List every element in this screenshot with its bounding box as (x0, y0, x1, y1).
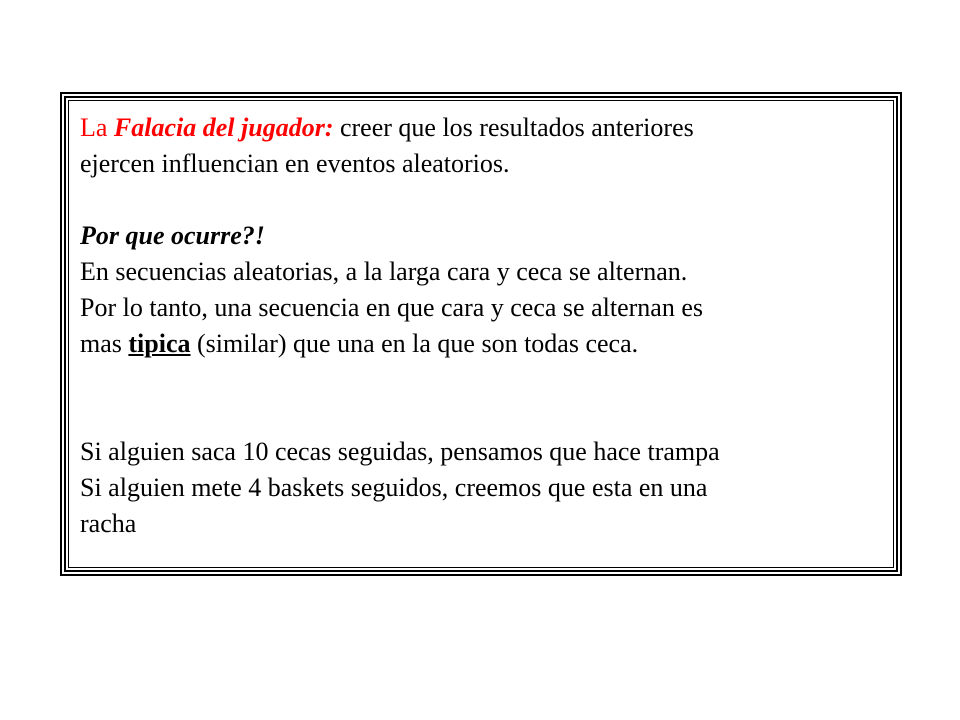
emphasis-word: tipica (128, 329, 191, 358)
question-line-3-rest: (similar) que una en la que son todas ceca. (190, 329, 639, 358)
definition-line-2: ejercen influencian en eventos aleatorios. (80, 149, 510, 178)
question-line-3-prefix: mas (80, 329, 129, 358)
definition-term: Falacia del jugador: (113, 113, 334, 142)
spacer-large (80, 362, 882, 434)
definition-prefix: La (80, 113, 114, 142)
question-line-1: En secuencias aleatorias, a la larga cara y ceca se alternan. (80, 257, 688, 286)
example-line-2: Si alguien mete 4 baskets seguidos, creemos que esta en una (80, 473, 708, 502)
question-heading: Por que ocurre?! (80, 221, 265, 250)
question-line-3 (80, 326, 882, 362)
question-line-2: Por lo tanto, una secuencia en que cara y ceca se alternan es (80, 293, 703, 322)
example-line-3: racha (80, 509, 137, 538)
text-box-content (80, 110, 882, 542)
definition-line-1 (80, 110, 882, 146)
spacer (80, 182, 882, 218)
definition-line-1-rest: creer que los resultados anteriores (333, 113, 694, 142)
example-line-1: Si alguien saca 10 cecas seguidas, pensamos que hace trampa (80, 437, 720, 466)
slide-text-box (60, 92, 902, 576)
